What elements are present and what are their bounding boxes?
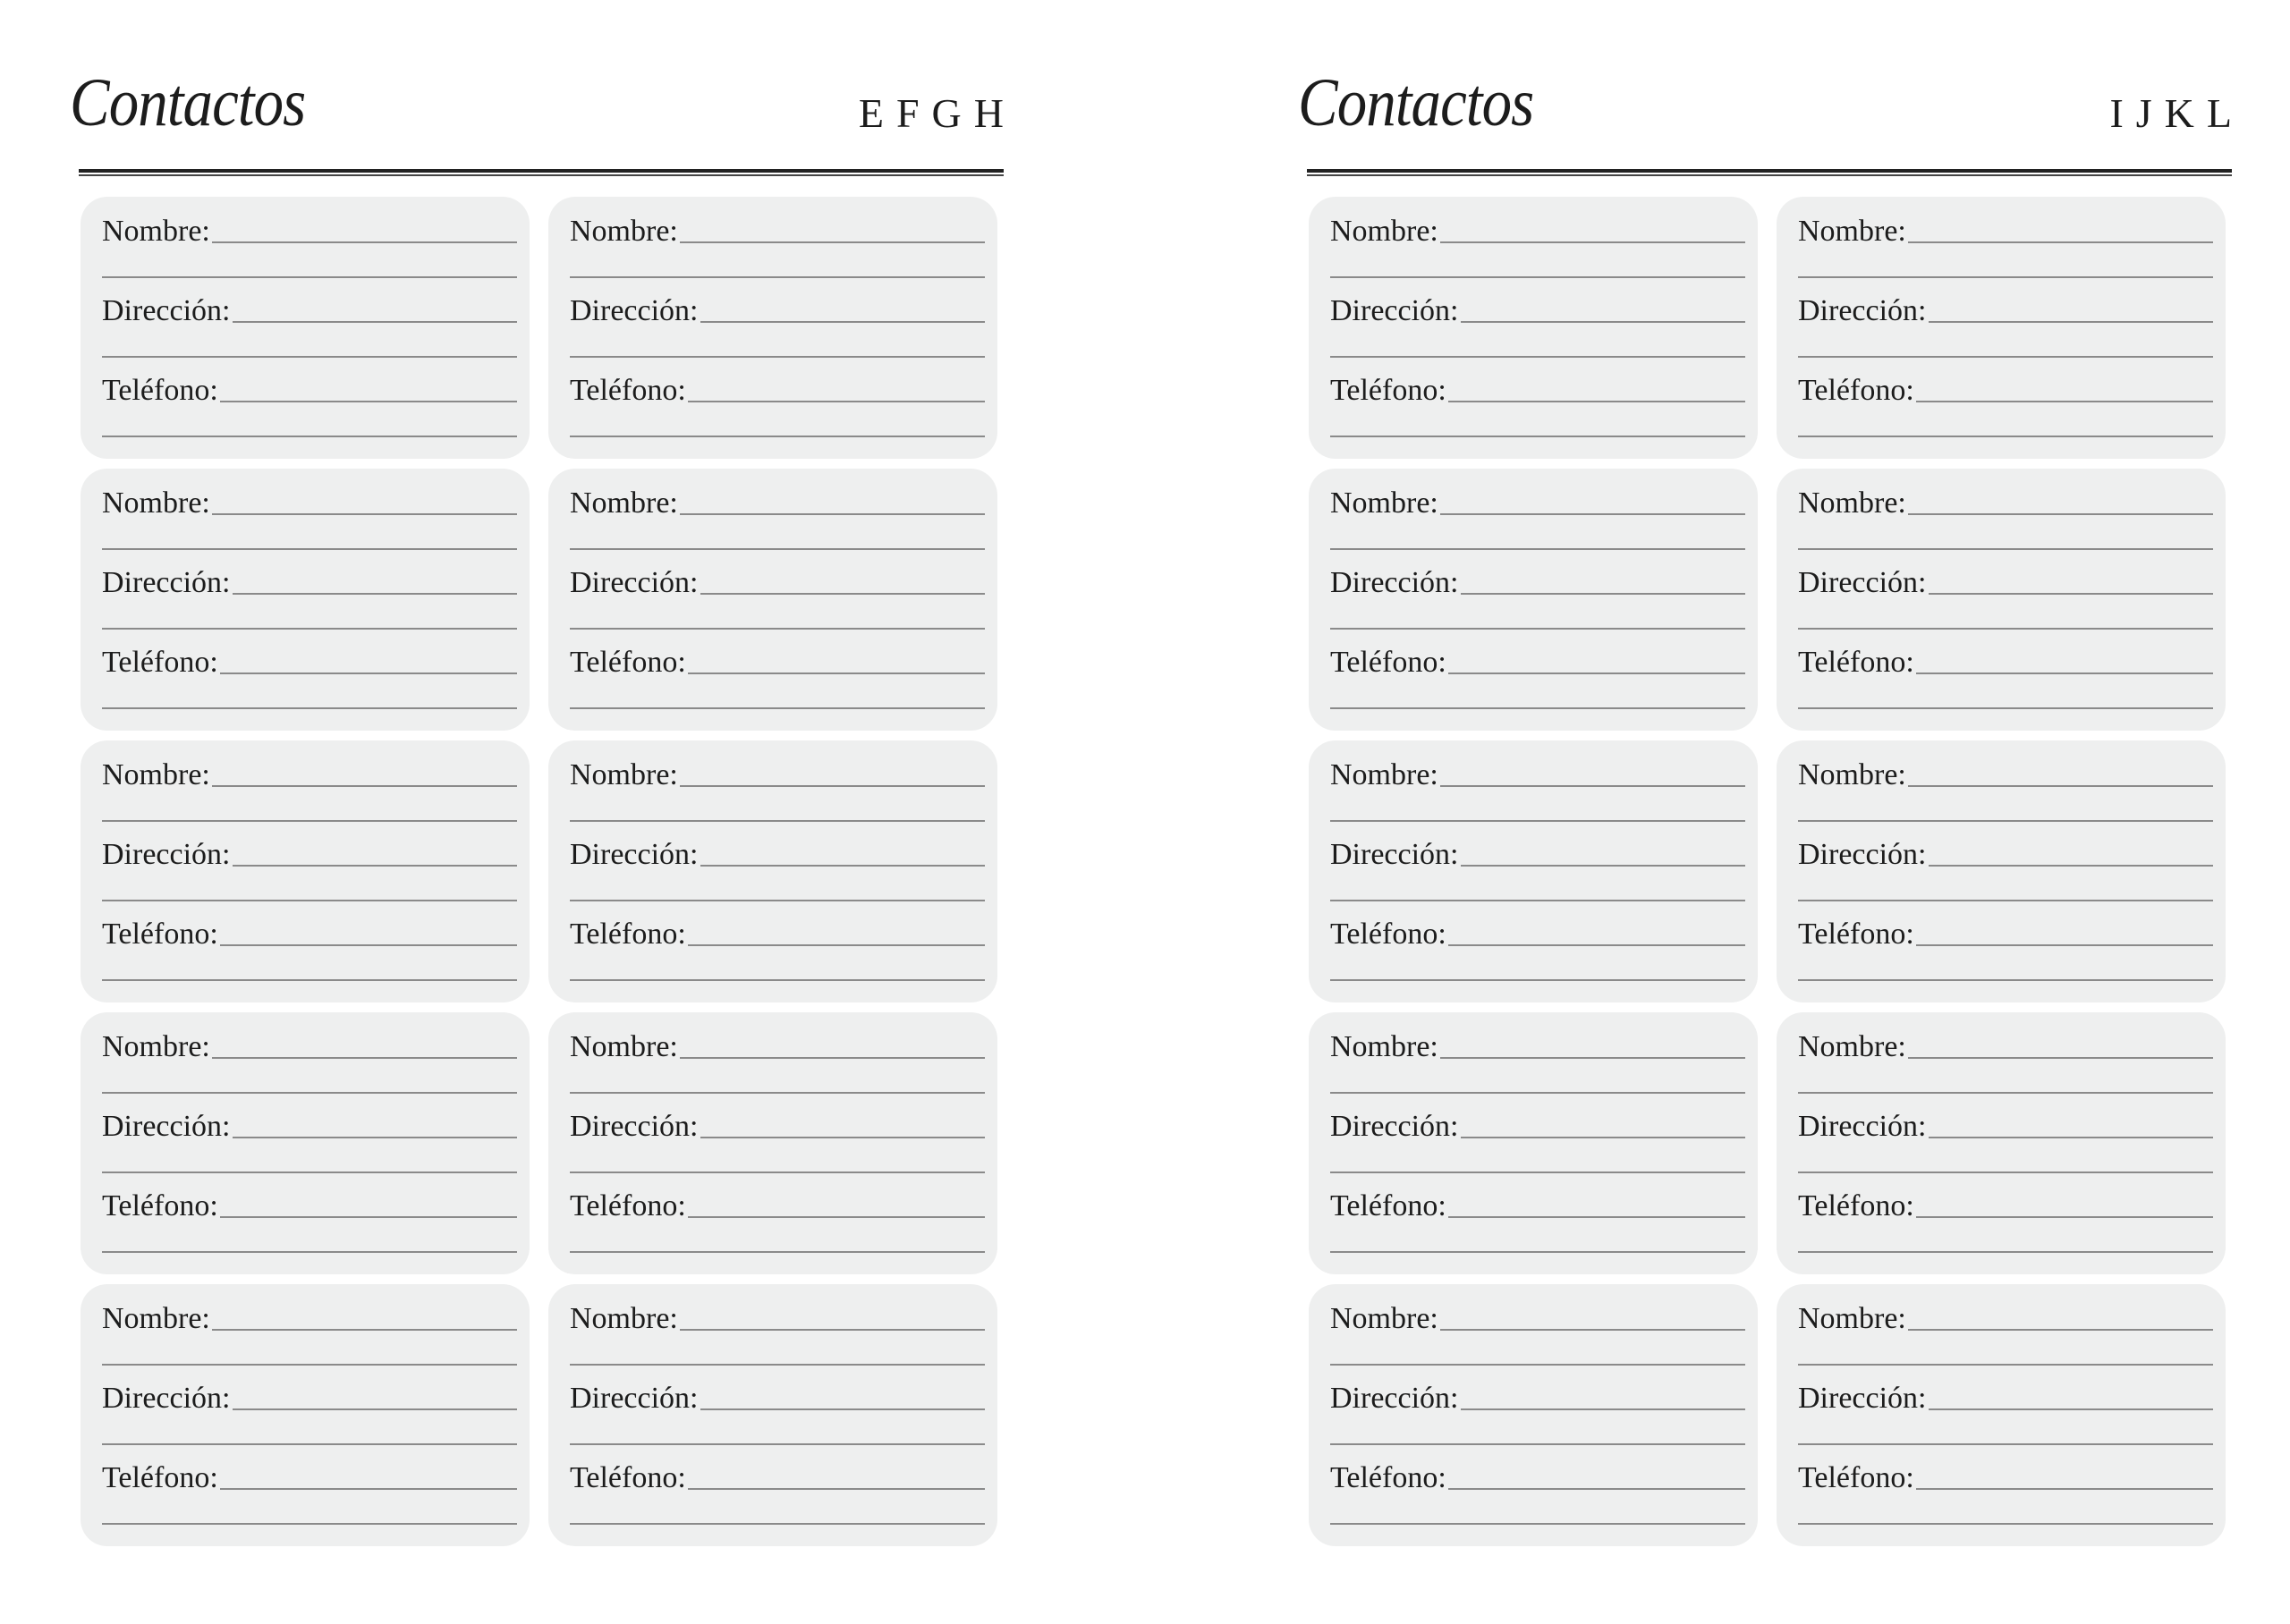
address-field-extra-line[interactable] [1798,1171,2213,1173]
phone-field-label: Teléfono: [570,918,686,951]
name-field-extra-line[interactable] [570,548,985,550]
contact-card [1309,197,1758,459]
name-field-write-line[interactable] [1908,513,2213,515]
phone-field-extra-line[interactable] [102,979,517,981]
name-field-label: Nombre: [570,486,678,520]
address-field-label: Dirección: [570,294,699,327]
phone-field-label: Teléfono: [570,646,686,679]
contact-card [1309,1284,1758,1546]
name-field[interactable] [570,1295,985,1374]
phone-field-write-line[interactable] [220,944,517,946]
name-field-extra-line[interactable] [1798,1364,2213,1366]
name-field[interactable] [1798,1295,2213,1374]
address-field-write-line[interactable] [1461,1137,1746,1138]
name-field-extra-line[interactable] [1798,1092,2213,1094]
name-field-extra-line[interactable] [570,1364,985,1366]
phone-field-label: Teléfono: [102,1461,218,1494]
name-field[interactable] [1330,479,1745,559]
phone-field[interactable] [570,639,985,718]
phone-field-write-line[interactable] [220,401,517,402]
address-field-write-line[interactable] [1461,1408,1746,1410]
name-field-write-line[interactable] [680,241,985,243]
address-field[interactable] [1798,287,2213,367]
contact-card-grid [1309,197,2232,1546]
phone-field-write-line[interactable] [1916,401,2213,402]
name-field-label: Nombre: [102,1302,210,1335]
name-field-label: Nombre: [1798,486,1906,520]
address-field-write-line[interactable] [233,321,518,323]
phone-field[interactable] [102,1454,517,1534]
phone-field-label: Teléfono: [1798,1461,1914,1494]
address-field-write-line[interactable] [233,1408,518,1410]
address-field-extra-line[interactable] [570,1443,985,1445]
contact-card [548,469,997,731]
phone-field-extra-line[interactable] [1798,1251,2213,1253]
name-field-extra-line[interactable] [1798,820,2213,822]
address-field-write-line[interactable] [700,593,986,595]
address-field-label: Dirección: [570,566,699,599]
phone-field[interactable] [1330,1182,1745,1262]
address-field-write-line[interactable] [1461,865,1746,867]
name-field[interactable] [570,479,985,559]
address-field[interactable] [1798,559,2213,639]
name-field-write-line[interactable] [212,241,517,243]
page-letters: IJKL [2109,90,2244,136]
phone-field-write-line[interactable] [1448,401,1745,402]
contact-card [1777,1284,2226,1546]
phone-field-label: Teléfono: [102,918,218,951]
name-field[interactable] [570,207,985,287]
address-field-label: Dirección: [102,566,231,599]
address-field-extra-line[interactable] [570,1171,985,1173]
phone-field[interactable] [1330,367,1745,446]
name-field-write-line[interactable] [1440,1057,1745,1059]
phone-field[interactable] [570,367,985,446]
phone-field[interactable] [1798,1182,2213,1262]
contact-card [1309,469,1758,731]
name-field-extra-line[interactable] [102,820,517,822]
name-field[interactable] [570,751,985,831]
name-field[interactable] [1330,1295,1745,1374]
address-field-write-line[interactable] [1929,865,2214,867]
phone-field-extra-line[interactable] [102,1251,517,1253]
address-field-label: Dirección: [1798,1382,1927,1415]
phone-field[interactable] [1798,639,2213,718]
name-field-extra-line[interactable] [1330,276,1745,278]
contacts-page-right [1298,0,2244,1624]
name-field-extra-line[interactable] [1330,548,1745,550]
page-title: Contactos [1298,65,1534,140]
address-field-label: Dirección: [1798,1110,1927,1143]
phone-field-extra-line[interactable] [1330,979,1745,981]
phone-field-extra-line[interactable] [570,1251,985,1253]
address-field[interactable] [1330,831,1745,910]
address-field[interactable] [1330,559,1745,639]
phone-field-write-line[interactable] [1448,1216,1745,1218]
phone-field-write-line[interactable] [688,1216,985,1218]
name-field-write-line[interactable] [1440,785,1745,787]
contact-card [81,1012,530,1274]
page-letters: EFGH [858,90,1016,136]
name-field[interactable] [1330,207,1745,287]
phone-field-label: Teléfono: [570,374,686,407]
name-field-extra-line[interactable] [570,276,985,278]
name-field-label: Nombre: [102,486,210,520]
phone-field-extra-line[interactable] [1798,979,2213,981]
phone-field-extra-line[interactable] [102,436,517,437]
name-field-write-line[interactable] [680,1057,985,1059]
address-field-write-line[interactable] [700,321,986,323]
name-field-write-line[interactable] [212,785,517,787]
phone-field-extra-line[interactable] [570,436,985,437]
name-field-label: Nombre: [1798,758,1906,791]
phone-field[interactable] [1798,910,2213,990]
address-field[interactable] [102,287,517,367]
phone-field-write-line[interactable] [688,672,985,674]
address-field[interactable] [1330,1103,1745,1182]
address-field-label: Dirección: [1330,1110,1459,1143]
address-field-extra-line[interactable] [1798,628,2213,630]
phone-field-extra-line[interactable] [1798,707,2213,709]
phone-field-label: Teléfono: [1798,1189,1914,1222]
phone-field-write-line[interactable] [1448,672,1745,674]
address-field-write-line[interactable] [700,865,986,867]
address-field-label: Dirección: [1330,838,1459,871]
contact-card [548,1012,997,1274]
name-field[interactable] [1330,1023,1745,1103]
address-field-label: Dirección: [1330,294,1459,327]
phone-field-write-line[interactable] [688,1488,985,1490]
address-field-label: Dirección: [1330,566,1459,599]
contacts-page-left [70,0,1016,1624]
address-field-write-line[interactable] [1929,593,2214,595]
name-field[interactable] [1798,479,2213,559]
address-field-label: Dirección: [102,294,231,327]
address-field-extra-line[interactable] [102,628,517,630]
name-field-extra-line[interactable] [1330,1364,1745,1366]
phone-field-label: Teléfono: [1330,1461,1446,1494]
phone-field[interactable] [570,1182,985,1262]
phone-field-write-line[interactable] [220,1488,517,1490]
phone-field[interactable] [570,1454,985,1534]
contact-card [81,197,530,459]
address-field[interactable] [570,1103,985,1182]
name-field-extra-line[interactable] [102,1364,517,1366]
name-field-label: Nombre: [102,1030,210,1063]
contact-card [1777,197,2226,459]
name-field-label: Nombre: [1798,215,1906,248]
name-field-label: Nombre: [1798,1030,1906,1063]
phone-field-write-line[interactable] [1448,944,1745,946]
page-title: Contactos [70,65,306,140]
phone-field-label: Teléfono: [1798,646,1914,679]
name-field-label: Nombre: [1798,1302,1906,1335]
name-field[interactable] [1798,207,2213,287]
address-field-extra-line[interactable] [1330,1443,1745,1445]
phone-field-write-line[interactable] [1916,1488,2213,1490]
name-field-label: Nombre: [1330,1302,1438,1335]
address-field-write-line[interactable] [1929,1408,2214,1410]
address-field-label: Dirección: [1330,1382,1459,1415]
name-field-extra-line[interactable] [1798,548,2213,550]
contact-card [81,469,530,731]
name-field[interactable] [102,207,517,287]
name-field[interactable] [102,1023,517,1103]
phone-field-extra-line[interactable] [1330,1251,1745,1253]
phone-field-write-line[interactable] [688,401,985,402]
name-field-label: Nombre: [570,215,678,248]
name-field[interactable] [102,479,517,559]
name-field-write-line[interactable] [1908,1329,2213,1331]
name-field[interactable] [570,1023,985,1103]
name-field-write-line[interactable] [212,1329,517,1331]
address-field-write-line[interactable] [233,593,518,595]
address-field-label: Dirección: [570,1382,699,1415]
phone-field[interactable] [1330,910,1745,990]
phone-field-write-line[interactable] [220,672,517,674]
phone-field[interactable] [1330,1454,1745,1534]
address-field-write-line[interactable] [1461,593,1746,595]
name-field-extra-line[interactable] [1330,820,1745,822]
address-field[interactable] [570,559,985,639]
contact-card [1777,740,2226,1002]
address-field-extra-line[interactable] [102,900,517,901]
name-field-write-line[interactable] [1440,513,1745,515]
name-field-write-line[interactable] [1908,785,2213,787]
name-field-extra-line[interactable] [1798,276,2213,278]
contact-card [1777,1012,2226,1274]
address-field[interactable] [1798,1374,2213,1454]
name-field-label: Nombre: [570,758,678,791]
name-field-extra-line[interactable] [570,820,985,822]
address-field[interactable] [102,559,517,639]
phone-field-extra-line[interactable] [570,707,985,709]
name-field[interactable] [102,1295,517,1374]
address-field-extra-line[interactable] [1798,1443,2213,1445]
phone-field-extra-line[interactable] [102,1523,517,1525]
name-field-write-line[interactable] [1908,1057,2213,1059]
phone-field-extra-line[interactable] [102,707,517,709]
address-field-extra-line[interactable] [1330,1171,1745,1173]
name-field-extra-line[interactable] [102,276,517,278]
name-field-label: Nombre: [1330,215,1438,248]
address-field-extra-line[interactable] [570,356,985,358]
contact-card [1777,469,2226,731]
address-field-label: Dirección: [1798,294,1927,327]
address-field-extra-line[interactable] [102,1443,517,1445]
address-field[interactable] [1798,1103,2213,1182]
name-field-write-line[interactable] [1440,1329,1745,1331]
address-field[interactable] [1798,831,2213,910]
contact-card [81,740,530,1002]
phone-field-write-line[interactable] [1448,1488,1745,1490]
phone-field-write-line[interactable] [1916,672,2213,674]
phone-field-label: Teléfono: [1330,646,1446,679]
address-field-label: Dirección: [570,838,699,871]
contact-card [1309,740,1758,1002]
name-field-label: Nombre: [1330,1030,1438,1063]
address-field-extra-line[interactable] [1798,900,2213,901]
address-field[interactable] [570,287,985,367]
contact-card [548,197,997,459]
phone-field-extra-line[interactable] [1330,707,1745,709]
phone-field-label: Teléfono: [102,374,218,407]
phone-field-extra-line[interactable] [1798,436,2213,437]
address-field[interactable] [570,831,985,910]
phone-field-label: Teléfono: [1330,918,1446,951]
name-field-extra-line[interactable] [102,1092,517,1094]
name-field-label: Nombre: [102,215,210,248]
name-field-label: Nombre: [1330,486,1438,520]
contact-card [548,1284,997,1546]
phone-field-extra-line[interactable] [1330,1523,1745,1525]
name-field-write-line[interactable] [1440,241,1745,243]
phone-field-label: Teléfono: [570,1461,686,1494]
address-field-extra-line[interactable] [570,900,985,901]
phone-field-write-line[interactable] [688,944,985,946]
address-field-extra-line[interactable] [1798,356,2213,358]
address-field-label: Dirección: [570,1110,699,1143]
address-field[interactable] [102,831,517,910]
name-field-label: Nombre: [102,758,210,791]
phone-field[interactable] [1798,367,2213,446]
phone-field-label: Teléfono: [1330,374,1446,407]
name-field-extra-line[interactable] [1330,1092,1745,1094]
name-field-write-line[interactable] [680,785,985,787]
name-field-write-line[interactable] [680,1329,985,1331]
name-field[interactable] [1330,751,1745,831]
name-field-extra-line[interactable] [570,1092,985,1094]
name-field-write-line[interactable] [680,513,985,515]
address-field[interactable] [102,1103,517,1182]
phone-field[interactable] [102,639,517,718]
phone-field-write-line[interactable] [1916,944,2213,946]
phone-field[interactable] [102,367,517,446]
phone-field-label: Teléfono: [1798,374,1914,407]
name-field-extra-line[interactable] [102,548,517,550]
address-field-write-line[interactable] [233,1137,518,1138]
name-field-label: Nombre: [1330,758,1438,791]
contact-card [1309,1012,1758,1274]
phone-field-label: Teléfono: [570,1189,686,1222]
phone-field-extra-line[interactable] [570,979,985,981]
address-field[interactable] [102,1374,517,1454]
phone-field[interactable] [570,910,985,990]
name-field-write-line[interactable] [212,513,517,515]
phone-field-label: Teléfono: [102,646,218,679]
name-field-label: Nombre: [570,1302,678,1335]
address-field-label: Dirección: [1798,566,1927,599]
address-field-write-line[interactable] [1461,321,1746,323]
address-field-write-line[interactable] [700,1137,986,1138]
name-field-write-line[interactable] [212,1057,517,1059]
phone-field-extra-line[interactable] [570,1523,985,1525]
address-field[interactable] [570,1374,985,1454]
address-field-write-line[interactable] [1929,1137,2214,1138]
address-field-extra-line[interactable] [1330,628,1745,630]
phone-field-extra-line[interactable] [1798,1523,2213,1525]
address-field-extra-line[interactable] [570,628,985,630]
address-field-write-line[interactable] [233,865,518,867]
address-field[interactable] [1330,1374,1745,1454]
contact-card-grid [81,197,1004,1546]
address-field-label: Dirección: [1798,838,1927,871]
phone-field-label: Teléfono: [102,1189,218,1222]
address-field-extra-line[interactable] [102,1171,517,1173]
phone-field-write-line[interactable] [1916,1216,2213,1218]
phone-field-write-line[interactable] [220,1216,517,1218]
address-field[interactable] [1330,287,1745,367]
address-field-extra-line[interactable] [1330,900,1745,901]
phone-field[interactable] [1798,1454,2213,1534]
contact-card [81,1284,530,1546]
address-field-extra-line[interactable] [102,356,517,358]
name-field-write-line[interactable] [1908,241,2213,243]
address-field-write-line[interactable] [1929,321,2214,323]
phone-field[interactable] [102,1182,517,1262]
name-field-label: Nombre: [570,1030,678,1063]
name-field[interactable] [1798,751,2213,831]
phone-field-label: Teléfono: [1798,918,1914,951]
address-field-label: Dirección: [102,1110,231,1143]
header-divider [79,169,1004,176]
contact-card [548,740,997,1002]
address-field-label: Dirección: [102,1382,231,1415]
address-field-write-line[interactable] [700,1408,986,1410]
phone-field[interactable] [102,910,517,990]
phone-field-label: Teléfono: [1330,1189,1446,1222]
name-field[interactable] [102,751,517,831]
address-field-label: Dirección: [102,838,231,871]
name-field[interactable] [1798,1023,2213,1103]
header-divider [1307,169,2232,176]
phone-field[interactable] [1330,639,1745,718]
address-field-extra-line[interactable] [1330,356,1745,358]
phone-field-extra-line[interactable] [1330,436,1745,437]
